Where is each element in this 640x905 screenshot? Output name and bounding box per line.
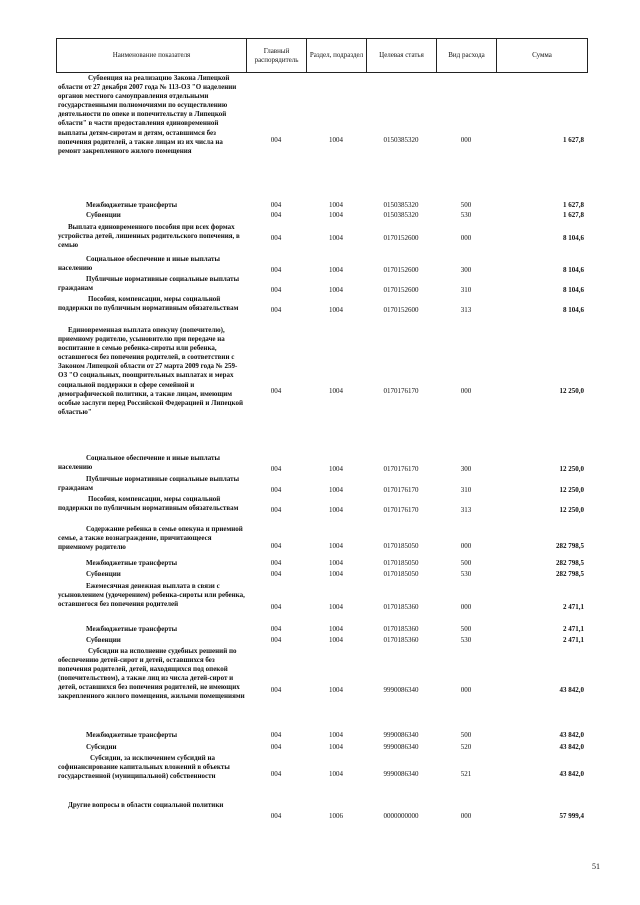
row-amount: 1 627,8 [563,211,584,219]
row-name: Субвенция на реализацию Закона Липецкой области от 27 декабря 2007 года № 113-ОЗ "О наделении органов местного самоуправления отдельными государственными полномочиями по осуществлению деятельности по опеке и попечительству в Липецкой области" в части предоставления единовременной выплаты детям-сиротам и детям, оставшимся без попечения родителей, а также лицам из их числа на ремонт закрепленного жилого помещения [58,74,237,155]
table-row [56,731,587,741]
row-name: Пособия, компенсации, меры социальной поддержки по публичным нормативным обязательствам [58,295,239,313]
row-section: 1004 [329,387,343,395]
row-section: 1004 [329,234,343,242]
row-expense: 000 [460,603,472,611]
row-admin: 004 [270,136,282,144]
row-section: 1004 [329,136,343,144]
row-admin: 004 [270,266,282,274]
row-target: 0150385320 [383,136,419,144]
row-name: Межбюджетные трансферты [86,201,178,209]
row-name: Другие вопросы в области социальной политики [68,801,224,809]
row-admin: 004 [270,770,282,778]
row-name: Субсидии на исполнение судебных решений по обеспечению детей-сирот и детей, оставшихся без попечения родителей, детей, находящихся под опекой (попечительством), а также лиц из числа детей-сирот и детей, оставшихся без попечения родителей, не имеющих закрепленного жилого помещения, жилыми помещениями [58,647,245,701]
table-row [56,475,587,495]
row-target: 0170152600 [383,234,419,242]
table-row [56,647,587,729]
table-row [56,255,587,275]
row-name: Публичные нормативные социальные выплаты гражданам [58,275,240,293]
row-name: Межбюджетные трансферты [86,625,178,633]
row-name: Социальное обеспечение и иные выплаты населению [58,454,220,472]
row-admin: 004 [270,234,282,242]
row-target: 9990086340 [383,770,419,778]
row-target: 0150385320 [383,211,419,219]
row-target: 0170152600 [383,266,419,274]
table-row [56,495,587,523]
row-section: 1004 [329,201,343,209]
row-admin: 004 [270,286,282,294]
row-admin: 004 [270,625,282,633]
row-admin: 004 [270,506,282,514]
row-section: 1004 [329,542,343,550]
row-target: 9990086340 [383,743,419,751]
row-admin: 004 [270,812,282,820]
row-amount: 43 842,0 [559,743,584,751]
row-amount: 43 842,0 [559,731,584,739]
row-section: 1004 [329,625,343,633]
row-admin: 004 [270,201,282,209]
row-admin: 004 [270,731,282,739]
row-section: 1004 [329,603,343,611]
row-admin: 004 [270,306,282,314]
table-row [56,754,587,791]
header-name: Наименование показателя [57,39,247,73]
row-section: 1006 [329,812,343,820]
table-row [56,201,587,211]
row-expense: 000 [460,812,472,820]
row-section: 1004 [329,506,343,514]
row-expense: 310 [460,486,472,494]
header-section: Раздел, подраздел [307,39,367,73]
row-admin: 004 [270,570,282,578]
row-section: 1004 [329,211,343,219]
row-admin: 004 [270,211,282,219]
row-expense: 530 [460,211,472,219]
header-target: Целевая статья [367,39,437,73]
row-expense: 530 [460,636,472,644]
row-target: 0170185050 [383,570,419,578]
row-target: 0170185050 [383,559,419,567]
page-number: 51 [592,862,600,871]
row-target: 0170185360 [383,625,419,633]
table-row [56,743,587,753]
row-section: 1004 [329,465,343,473]
row-amount: 1 627,8 [563,201,584,209]
row-amount: 8 104,6 [563,286,584,294]
row-amount: 282 798,5 [556,559,584,567]
row-name: Субсидии, за исключением субсидий на софинансирование капитальных вложений в объекты государственной (муниципальной) собственности [58,754,230,781]
table-row [56,211,587,221]
row-target: 9990086340 [383,731,419,739]
table-row [56,570,587,580]
row-section: 1004 [329,731,343,739]
table-row [56,559,587,569]
table-row [56,801,587,821]
row-target: 0170185050 [383,542,419,550]
row-name: Субвенции [86,636,121,644]
row-section: 1004 [329,266,343,274]
table-row [56,582,587,612]
row-admin: 004 [270,636,282,644]
row-section: 1004 [329,486,343,494]
row-amount: 57 999,4 [559,812,584,820]
row-name: Субвенции [86,211,121,219]
row-name: Содержание ребенка в семье опекуна и приемной семье, а также вознаграждение, причитающееся приемному родителю [58,525,243,552]
row-admin: 004 [270,559,282,567]
row-amount: 2 471,1 [563,625,584,633]
table-header [56,38,588,73]
row-expense: 500 [460,625,472,633]
row-section: 1004 [329,570,343,578]
row-admin: 004 [270,603,282,611]
row-name: Межбюджетные трансферты [86,559,178,567]
row-name: Единовременная выплата опекуну (попечителю), приемному родителю, усыновителю при передаче на воспитание в семью ребенка-сироты или ребенка, оставшегося без попечения родителей, в соответствии с Законом Липецкой области от 27 марта 2009 года № 259-ОЗ "О социальных, поощрительных выплатах и мерах социальной поддержки в сфере семейной и демографической политики, а также лицам, имеющим особые заслуги перед Российской Федерацией и Липецкой областью" [58,326,243,416]
row-target: 0150385320 [383,201,419,209]
row-amount: 43 842,0 [559,686,584,694]
row-expense: 000 [460,686,472,694]
row-target: 0170176170 [383,486,419,494]
header-expense: Вид расхода [437,39,497,73]
row-expense: 500 [460,559,472,567]
table-row [56,223,587,253]
table-row [56,74,587,184]
row-section: 1004 [329,770,343,778]
row-amount: 8 104,6 [563,306,584,314]
row-expense: 521 [460,770,472,778]
row-amount: 1 627,8 [563,136,584,144]
row-expense: 300 [460,465,472,473]
row-expense: 530 [460,570,472,578]
row-expense: 500 [460,731,472,739]
table-row [56,295,587,323]
row-target: 0170176170 [383,387,419,395]
row-admin: 004 [270,542,282,550]
row-name: Межбюджетные трансферты [86,731,178,739]
row-section: 1004 [329,743,343,751]
row-admin: 004 [270,743,282,751]
row-target: 0170185360 [383,603,419,611]
row-section: 1004 [329,559,343,567]
row-expense: 300 [460,266,472,274]
table-row [56,275,587,295]
row-amount: 12 250,0 [559,465,584,473]
row-amount: 12 250,0 [559,387,584,395]
row-amount: 8 104,6 [563,266,584,274]
row-expense: 313 [460,306,472,314]
row-target: 0170152600 [383,286,419,294]
row-amount: 43 842,0 [559,770,584,778]
row-name: Субсидии [86,743,117,751]
row-name: Ежемесячная денежная выплата в связи с усыновлением (удочерением) ребенка-сироты или ребенка, оставшегося без попечения родителей [58,582,245,609]
row-expense: 000 [460,542,472,550]
row-target: 0170176170 [383,506,419,514]
table-row [56,454,587,474]
header-admin: Главный распорядитель [247,39,307,73]
row-name: Выплата единовременного пособия при всех формах устройства детей, лишенных родительского попечения, в семью [58,223,240,250]
row-target: 0170152600 [383,306,419,314]
row-admin: 004 [270,486,282,494]
row-amount: 8 104,6 [563,234,584,242]
row-amount: 2 471,1 [563,603,584,611]
row-section: 1004 [329,306,343,314]
row-expense: 520 [460,743,472,751]
row-expense: 500 [460,201,472,209]
row-amount: 2 471,1 [563,636,584,644]
row-admin: 004 [270,465,282,473]
row-amount: 12 250,0 [559,486,584,494]
row-name: Пособия, компенсации, меры социальной поддержки по публичным нормативным обязательствам [58,495,239,513]
table-row [56,625,587,635]
row-section: 1004 [329,286,343,294]
row-admin: 004 [270,686,282,694]
table-row [56,636,587,646]
row-name: Субвенции [86,570,121,578]
row-expense: 000 [460,387,472,395]
row-expense: 310 [460,286,472,294]
header-amount: Сумма [497,39,588,73]
table-row [56,525,587,553]
row-admin: 004 [270,387,282,395]
row-target: 0170176170 [383,465,419,473]
row-section: 1004 [329,636,343,644]
row-target: 9990086340 [383,686,419,694]
row-amount: 282 798,5 [556,542,584,550]
row-section: 1004 [329,686,343,694]
row-amount: 282 798,5 [556,570,584,578]
row-expense: 000 [460,234,472,242]
row-name: Социальное обеспечение и иные выплаты населению [58,255,220,273]
row-amount: 12 250,0 [559,506,584,514]
row-name: Публичные нормативные социальные выплаты гражданам [58,475,240,493]
table-row [56,326,587,444]
row-expense: 313 [460,506,472,514]
row-target: 0000000000 [383,812,419,820]
row-target: 0170185360 [383,636,419,644]
row-expense: 000 [460,136,472,144]
